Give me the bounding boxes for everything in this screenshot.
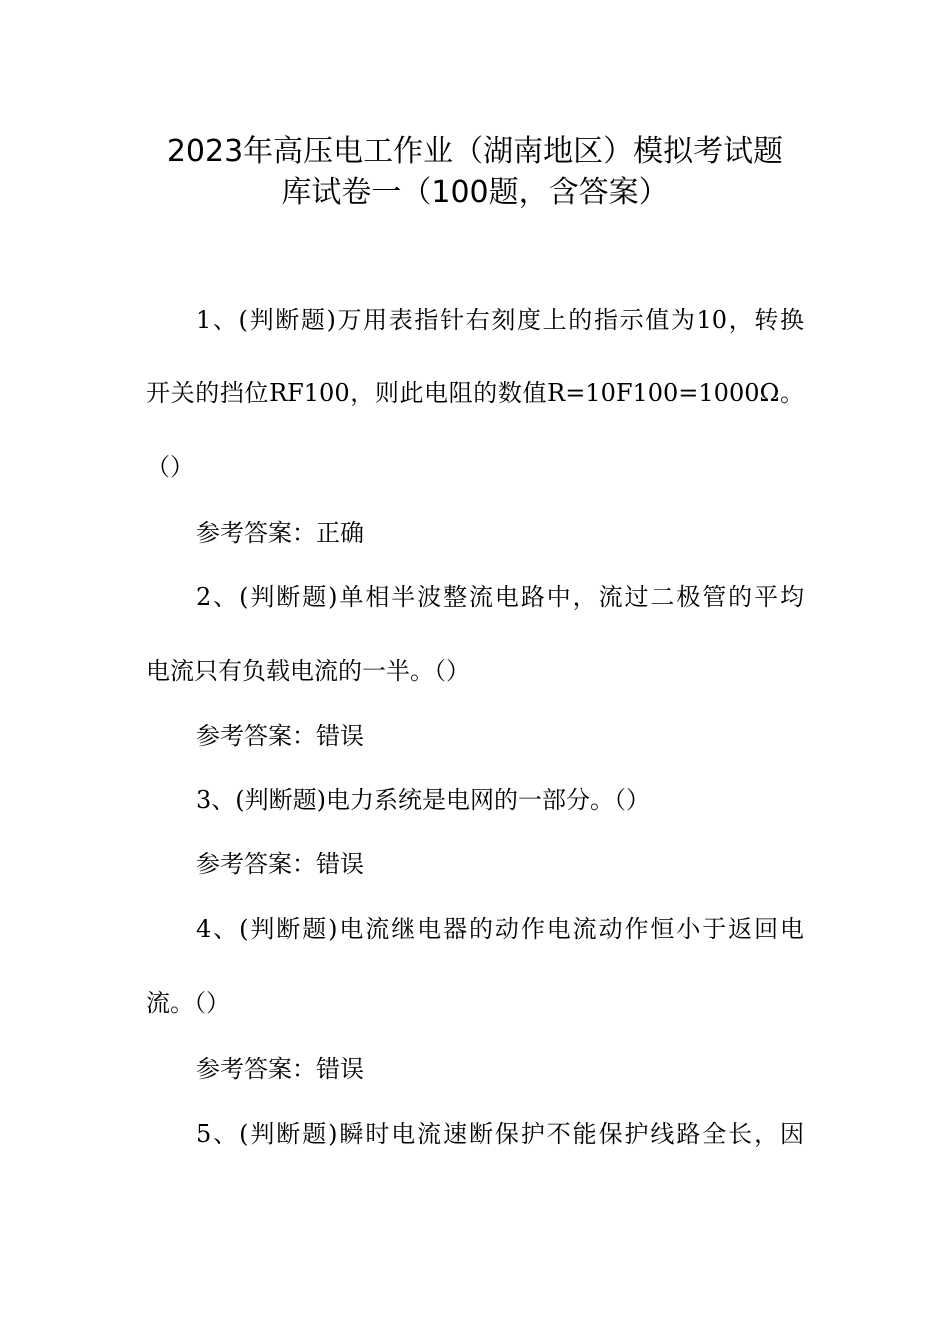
question-3-answer: 参考答案：错误 — [196, 850, 364, 878]
question-1-line-2: 开关的挡位RF100，则此电阻的数值R=10F100=1000Ω。 — [146, 379, 804, 407]
question-2-line-2: 电流只有负载电流的一半。（） — [146, 657, 470, 685]
question-1-line-1: 1、(判断题)万用表指针右刻度上的指示值为10，转换 — [196, 306, 804, 334]
question-4-answer: 参考答案：错误 — [196, 1055, 364, 1083]
question-1-line-3: （） — [146, 453, 194, 481]
question-2-line-1: 2、(判断题)单相半波整流电路中，流过二极管的平均 — [196, 583, 804, 611]
question-4-line-1: 4、(判断题)电流继电器的动作电流动作恒小于返回电 — [196, 915, 804, 943]
question-2-answer: 参考答案：错误 — [196, 722, 364, 750]
question-1-answer: 参考答案：正确 — [196, 519, 364, 547]
question-3-line-1: 3、(判断题)电力系统是电网的一部分。（） — [196, 786, 650, 814]
document-title-line-2: 库试卷一（100题，含答案） — [281, 175, 669, 210]
question-5-line-1: 5、(判断题)瞬时电流速断保护不能保护线路全长，因 — [196, 1120, 804, 1148]
question-4-line-2: 流。（） — [146, 989, 230, 1017]
document-title-line-1: 2023年高压电工作业（湖南地区）模拟考试题 — [166, 134, 784, 169]
